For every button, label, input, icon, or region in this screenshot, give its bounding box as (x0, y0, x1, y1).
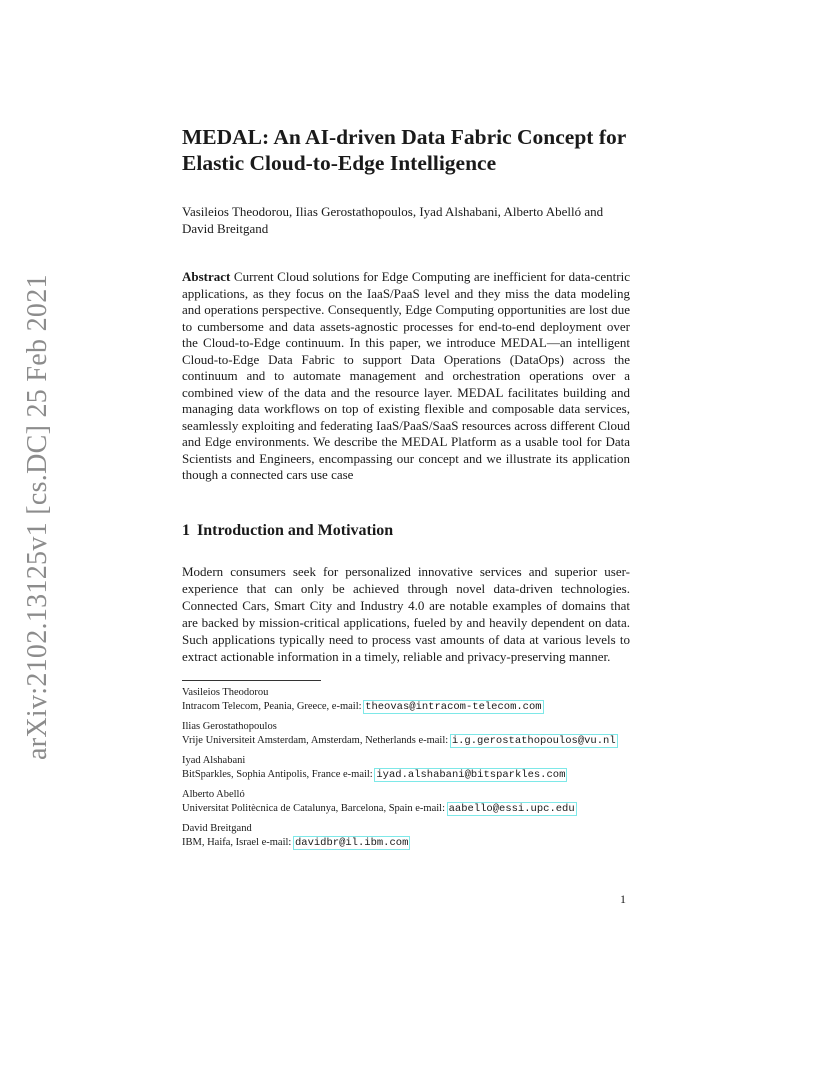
email-link[interactable]: aabello@essi.upc.edu (448, 803, 575, 815)
footnote-affiliation: BitSparkles, Sophia Antipolis, France e-mail: (182, 769, 376, 780)
footnote-affiliation: IBM, Haifa, Israel e-mail: (182, 837, 294, 848)
email-link[interactable]: i.g.gerostathopoulos@vu.nl (451, 735, 616, 747)
email-link[interactable]: theovas@intracom-telecom.com (365, 701, 542, 713)
arxiv-identifier: arXiv:2102.13125v1 [cs.DC] 25 Feb 2021 (22, 274, 53, 760)
footnote-rule (182, 680, 321, 681)
footnote-author-name: David Breitgand (182, 823, 252, 834)
section-heading (182, 520, 393, 542)
author-footnotes (182, 686, 634, 856)
page-number: 1 (620, 892, 626, 906)
paper-title: MEDAL: An AI-driven Data Fabric Concept for Elastic Cloud-to-Edge Intelligence (182, 125, 626, 175)
email-link[interactable]: davidbr@il.ibm.com (294, 837, 409, 849)
author-list: Vasileios Theodorou, Ilias Gerostathopoulos, Iyad Alshabani, Alberto Abelló and David Breitgand (182, 204, 604, 236)
footnote-affiliation: Intracom Telecom, Peania, Greece, e-mail: (182, 701, 365, 712)
abstract (182, 269, 630, 484)
footnote-affiliation: Vrije Universiteit Amsterdam, Amsterdam, Netherlands e-mail: (182, 735, 451, 746)
footnote-affiliation: Universitat Politècnica de Catalunya, Barcelona, Spain e-mail: (182, 803, 448, 814)
section-number: 1 (182, 522, 190, 539)
footnote-author (182, 720, 634, 748)
footnote-author-name: Alberto Abelló (182, 789, 245, 800)
footnote-author (182, 686, 634, 714)
abstract-label: Abstract (182, 269, 231, 284)
footnote-author (182, 754, 634, 782)
footnote-author (182, 788, 634, 816)
email-link[interactable]: iyad.alshabani@bitsparkles.com (376, 769, 566, 781)
section-title: Introduction and Motivation (197, 522, 394, 539)
footnote-author-name: Iyad Alshabani (182, 755, 246, 766)
footnote-author (182, 822, 634, 850)
footnote-author-name: Vasileios Theodorou (182, 687, 269, 698)
abstract-text: Current Cloud solutions for Edge Computing are inefficient for data-centric applications, as they focus on the IaaS/PaaS level and they miss the data modeling and operations perspective. Consequently, Edge Computing opportunities are lost due to cumbersome and data assets-agnostic processes for end-to-end deployment over the Cloud-to-Edge continuum. In this paper, we introduce MEDAL—an intelligent Cloud-to-Edge Data Fabric to support Data Operations (DataOps) across the continuum and to automate management and orchestration operations over a combined view of the data and the resource layer. MEDAL facilitates building and managing data workflows on top of existing flexible and composable data services, seamlessly exploiting and federating IaaS/PaaS/SaaS resources across different Cloud and Edge environments. We describe the MEDAL Platform as a usable tool for Data Scientists and Engineers, encompassing our concept and we illustrate its application though a connected cars use case (182, 269, 631, 482)
footnote-author-name: Ilias Gerostathopoulos (182, 721, 277, 732)
intro-paragraph: Modern consumers seek for personalized innovative services and superior user-experience that can only be achieved through novel data-driven technologies. Connected Cars, Smart City and Industry 4.0 are notable examples of domains that are backed by mission-critical applications, fueled by and heavily dependent on data. Such applications typically need to process vast amounts of data at various levels to extract actionable information in a timely, reliable and privacy-preserving manner. (182, 564, 630, 664)
